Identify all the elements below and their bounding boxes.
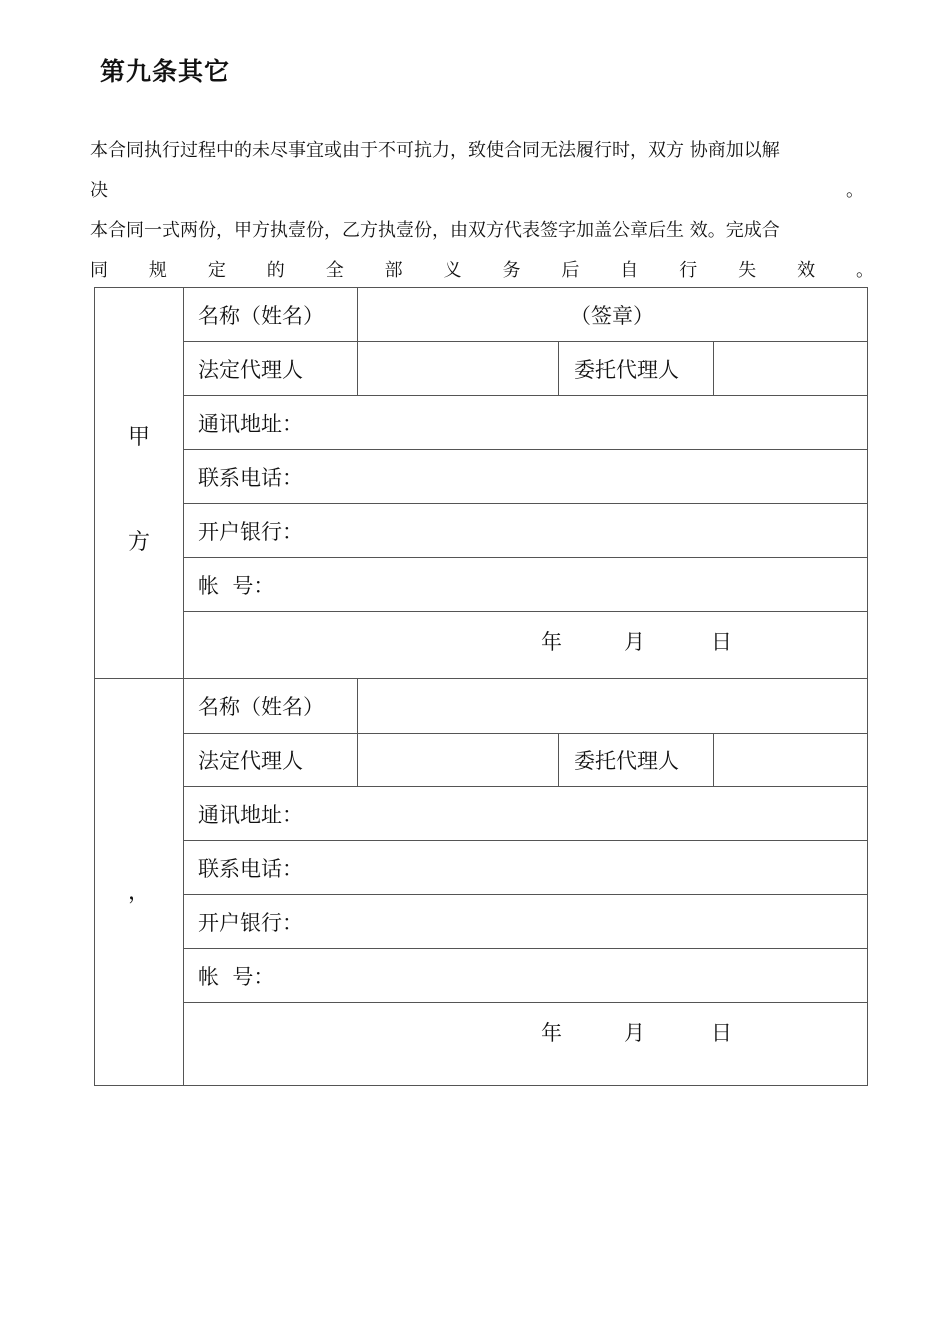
party-a-name-row — [183, 288, 867, 342]
party-b-agent-label: 委托代理人 — [574, 749, 679, 773]
party-b-name-row — [183, 679, 867, 734]
party-a-account-row[interactable] — [183, 558, 867, 612]
paragraph-line-3: 本合同一式两份，甲方执壹份，乙方执壹份，由双方代表签字加盖公章后生 效。完成合 — [90, 220, 780, 241]
party-a-side — [95, 288, 184, 678]
line4-char: 失 — [738, 260, 757, 281]
party-a-bank-row[interactable] — [183, 504, 867, 558]
party-b-rep-row — [183, 734, 867, 787]
party-b-phone-row[interactable] — [183, 841, 867, 895]
line4-char: 行 — [679, 260, 698, 281]
party-b-bank-label: 开户银行： — [198, 910, 303, 935]
party-b-account-label: 帐 号： — [198, 964, 275, 989]
party-b-table — [94, 678, 868, 1086]
party-b-date-row[interactable] — [183, 1003, 867, 1085]
line4-char: 规 — [148, 260, 167, 281]
date-month: 月 — [624, 1021, 645, 1045]
paragraph-line-1: 本合同执行过程中的未尽事宜或由于不可抗力，致使合同无法履行时，双方 协商加以解 — [90, 140, 780, 161]
paragraph-line-2 — [90, 179, 874, 203]
party-a-bank-label: 开户银行： — [198, 519, 303, 544]
party-a-side-top: 甲 — [127, 425, 150, 450]
party-a-phone-label: 联系电话： — [198, 465, 303, 490]
party-b-rows — [183, 679, 867, 1085]
party-b-side-mark: ， — [127, 880, 150, 905]
date-day: 日 — [711, 630, 732, 654]
date-year: 年 — [541, 1021, 562, 1045]
date-day: 日 — [711, 1021, 732, 1045]
party-a-table — [94, 287, 868, 679]
party-b-name-field[interactable] — [358, 679, 867, 733]
party-b-address-label: 通讯地址： — [198, 802, 303, 827]
party-a-seal-label: （签章） — [570, 303, 654, 328]
line4-char: 全 — [325, 260, 344, 281]
line4-char: 同 — [90, 260, 108, 281]
party-a-rep-row — [183, 342, 867, 396]
divider — [558, 342, 559, 395]
section-heading: 第九条其它 — [100, 57, 231, 86]
party-b-bank-row[interactable] — [183, 895, 867, 949]
party-b-legal-rep-label: 法定代理人 — [198, 749, 303, 773]
party-a-seal-field[interactable] — [357, 288, 867, 341]
party-a-legal-rep-field[interactable] — [358, 342, 558, 395]
date-year: 年 — [541, 630, 562, 654]
divider — [558, 734, 559, 786]
party-a-agent-field[interactable] — [714, 342, 867, 395]
party-b-date — [541, 1017, 732, 1047]
line4-char: 定 — [207, 260, 226, 281]
line4-char: 。 — [855, 260, 874, 281]
party-b-address-row[interactable] — [183, 787, 867, 841]
party-b-legal-rep-field[interactable] — [358, 734, 558, 786]
party-a-date-row[interactable] — [183, 612, 867, 678]
party-a-legal-rep-label: 法定代理人 — [198, 357, 303, 382]
line4-char: 部 — [384, 260, 403, 281]
party-a-account-label: 帐 号： — [198, 573, 275, 598]
line4-char: 的 — [266, 260, 285, 281]
party-a-side-bottom: 方 — [127, 530, 150, 555]
paragraph-line-4 — [90, 259, 874, 283]
party-a-agent-label: 委托代理人 — [574, 357, 679, 382]
party-a-date — [541, 626, 732, 656]
party-b-name-label: 名称（姓名） — [198, 695, 324, 719]
party-a-address-row[interactable] — [183, 396, 867, 450]
party-a-rows — [183, 288, 867, 678]
paragraph-line-2-end: 。 — [846, 180, 864, 201]
party-b-side — [95, 679, 184, 1085]
line4-char: 后 — [561, 260, 580, 281]
party-b-phone-label: 联系电话： — [198, 856, 303, 881]
line4-char: 务 — [502, 260, 521, 281]
line4-char: 效 — [797, 260, 816, 281]
date-month: 月 — [624, 630, 645, 654]
party-a-phone-row[interactable] — [183, 450, 867, 504]
line4-char: 自 — [620, 260, 639, 281]
paragraph-line-2-start: 决 — [90, 180, 108, 201]
party-a-name-label: 名称（姓名） — [198, 303, 324, 328]
party-b-account-row[interactable] — [183, 949, 867, 1003]
party-a-address-label: 通讯地址： — [198, 411, 303, 436]
party-b-agent-field[interactable] — [714, 734, 867, 786]
line4-char: 义 — [443, 260, 462, 281]
